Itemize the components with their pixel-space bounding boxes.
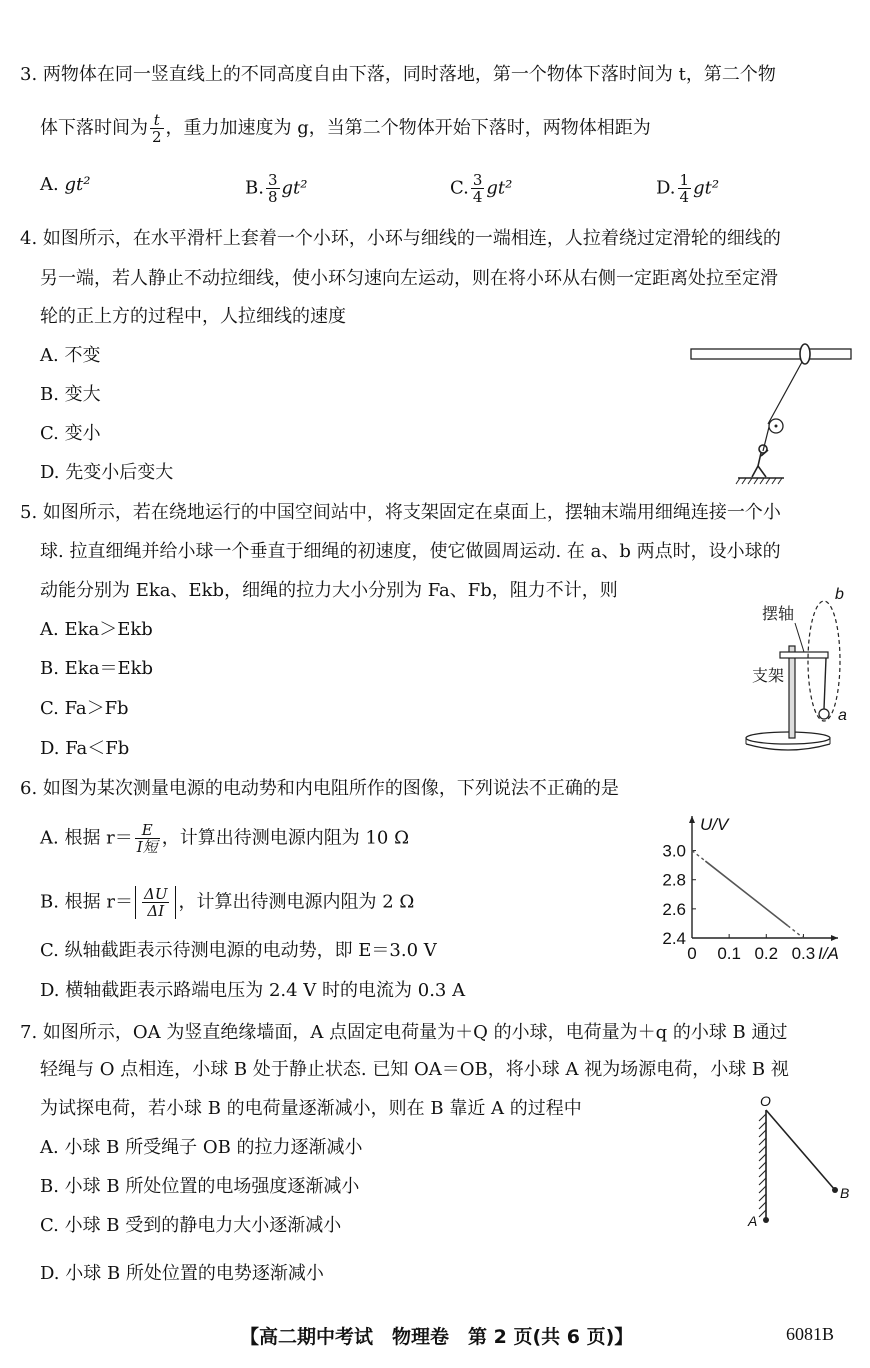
series-dashed-end [788, 926, 804, 938]
q7-option-d[interactable]: D. 小球 B 所处位置的电势逐渐减小 [40, 1263, 324, 1284]
x-tick-label: 0.1 [717, 944, 741, 963]
q3-option-c[interactable]: C. $\frac{3}{4}$ gt² [450, 171, 513, 206]
q3-option-a[interactable]: A. gt² [40, 174, 91, 195]
rope-ob [766, 1110, 835, 1190]
q5-pendulum-figure [740, 578, 860, 756]
paper-code: 6081B [786, 1324, 835, 1344]
person-icon [752, 445, 768, 477]
y-tick-label: 2.4 [662, 929, 686, 948]
label-b: B [840, 1185, 850, 1201]
q5-line1: 5. 如图所示，若在绕地运行的中国空间站中，将支架固定在桌面上，摆轴末端用细绳连接一个小 [20, 502, 781, 523]
q5-option-a[interactable]: A. Ekа＞Ekb [40, 619, 153, 640]
q3-frac: $\frac{t}{2}$ [152, 111, 162, 146]
table-disk [746, 732, 830, 744]
ball-b [832, 1187, 838, 1193]
y-tick-label: 3.0 [662, 841, 686, 861]
q6-option-a[interactable]: A. 根据 r＝ $\frac{E}{\text{I短}}$ ，计算出待测电源内阻为 10 Ω [40, 821, 409, 856]
q5-line3: 动能分别为 Ekа、Ekb，细绳的拉力大小分别为 Fa、Fb，阻力不计，则 [40, 580, 618, 601]
q6-ui-chart [650, 812, 860, 964]
pendulum-axis [780, 652, 828, 658]
y-tick-label: 2.6 [662, 899, 686, 919]
q7-line1: 7. 如图所示，OA 为竖直绝缘墙面，A 点固定电荷量为＋Q 的小球，电荷量为＋q 的小球 B 通过 [20, 1022, 788, 1043]
q6-option-b[interactable]: B. 根据 r＝ $\frac{\Delta U}{\Delta I}$ ，计算出待测电源内阻为 2 Ω [40, 885, 415, 920]
q7-wall-figure [740, 1092, 860, 1232]
q4-option-c[interactable]: C. 变小 [40, 423, 101, 444]
q5-option-b[interactable]: B. Ekа＝Ekb [40, 658, 154, 679]
q7-line3: 为试探电荷，若小球 B 的电荷量逐渐减小，则在 B 靠近 A 的过程中 [40, 1098, 582, 1119]
x-tick-label: 0.3 [791, 944, 816, 963]
x-axis-arrow [831, 935, 838, 941]
label-a: a [838, 707, 847, 724]
q3-line2: 体下落时间为 $\frac{t}{2}$ ，重力加速度为 g，当第二个物体开始下落时，两物体相距为 [40, 111, 651, 146]
label-axis: 摆轴 [762, 606, 795, 623]
series-line [705, 861, 787, 926]
label-stand: 支架 [752, 668, 785, 685]
q6-option-c[interactable]: C. 纵轴截距表示待测电源的电动势，即 E＝3.0 V [40, 940, 437, 961]
label-b: b [835, 586, 844, 603]
x-tick-label: 0.2 [754, 944, 779, 963]
q5-option-c[interactable]: C. Fa＞Fb [40, 698, 129, 719]
q5-line2: 球. 拉直细绳并给小球一个垂直于细绳的初速度，使它做圆周运动. 在 a、b 两点时，设小球的 [40, 541, 781, 562]
q7-option-c[interactable]: C. 小球 B 受到的静电力大小逐渐减小 [40, 1215, 342, 1236]
ball-a [763, 1217, 769, 1223]
q4-option-b[interactable]: B. 变大 [40, 384, 101, 405]
q7-option-b[interactable]: B. 小球 B 所处位置的电场强度逐渐减小 [40, 1176, 360, 1197]
label-o: O [760, 1093, 771, 1109]
label-a: A [748, 1213, 758, 1229]
y-axis-label: U/V [700, 815, 729, 834]
q3-option-d[interactable]: D. $\frac{1}{4}$ gt² [656, 171, 720, 206]
rope [824, 658, 826, 709]
y-axis-arrow [689, 816, 695, 823]
sliding-rod [691, 349, 851, 359]
ball-a-icon [819, 709, 829, 719]
q4-line1: 4. 如图所示，在水平滑杆上套着一个小环，小环与细线的一端相连，人拉着绕过定滑轮的细线的 [20, 228, 781, 249]
q4-pulley-figure [688, 338, 858, 488]
q3-line1: 3. 两物体在同一竖直线上的不同高度自由下落，同时落地，第一个物体下落时间为 t，第二个物 [20, 64, 776, 85]
string-segment [768, 362, 802, 424]
q7-line2: 轻绳与 O 点相连，小球 B 处于静止状态. 已知 OA＝OB，将小球 A 视为场源电荷，小球 B 视 [40, 1059, 789, 1080]
q5-option-d[interactable]: D. Fa＜Fb [40, 738, 130, 759]
q4-option-a[interactable]: A. 不变 [40, 345, 101, 366]
x-tick-label: 0 [687, 944, 697, 963]
q4-line3: 轮的正上方的过程中，人拉细线的速度 [40, 306, 346, 327]
x-axis-label: I/A [818, 944, 839, 963]
q6-line1: 6. 如图为某次测量电源的电动势和内电阻所作的图像，下列说法不正确的是 [20, 778, 619, 799]
q4-option-d[interactable]: D. 先变小后变大 [40, 462, 174, 483]
series-dashed-start [692, 851, 705, 861]
q6-option-d[interactable]: D. 横轴截距表示路端电压为 2.4 V 时的电流为 0.3 A [40, 980, 466, 1001]
small-ring [800, 344, 810, 364]
q3-option-b[interactable]: B. $\frac{3}{8}$ gt² [245, 171, 308, 206]
q4-line2: 另一端，若人静止不动拉细线，使小环匀速向左运动，则在将小环从右侧一定距离处拉至定滑 [40, 268, 778, 289]
page-footer: 【高二期中考试 物理卷 第 2 页(共 6 页)】 [240, 1326, 634, 1348]
stand-pole [789, 646, 795, 738]
q7-option-a[interactable]: A. 小球 B 所受绳子 OB 的拉力逐渐减小 [40, 1137, 363, 1158]
y-tick-label: 2.8 [662, 870, 686, 890]
